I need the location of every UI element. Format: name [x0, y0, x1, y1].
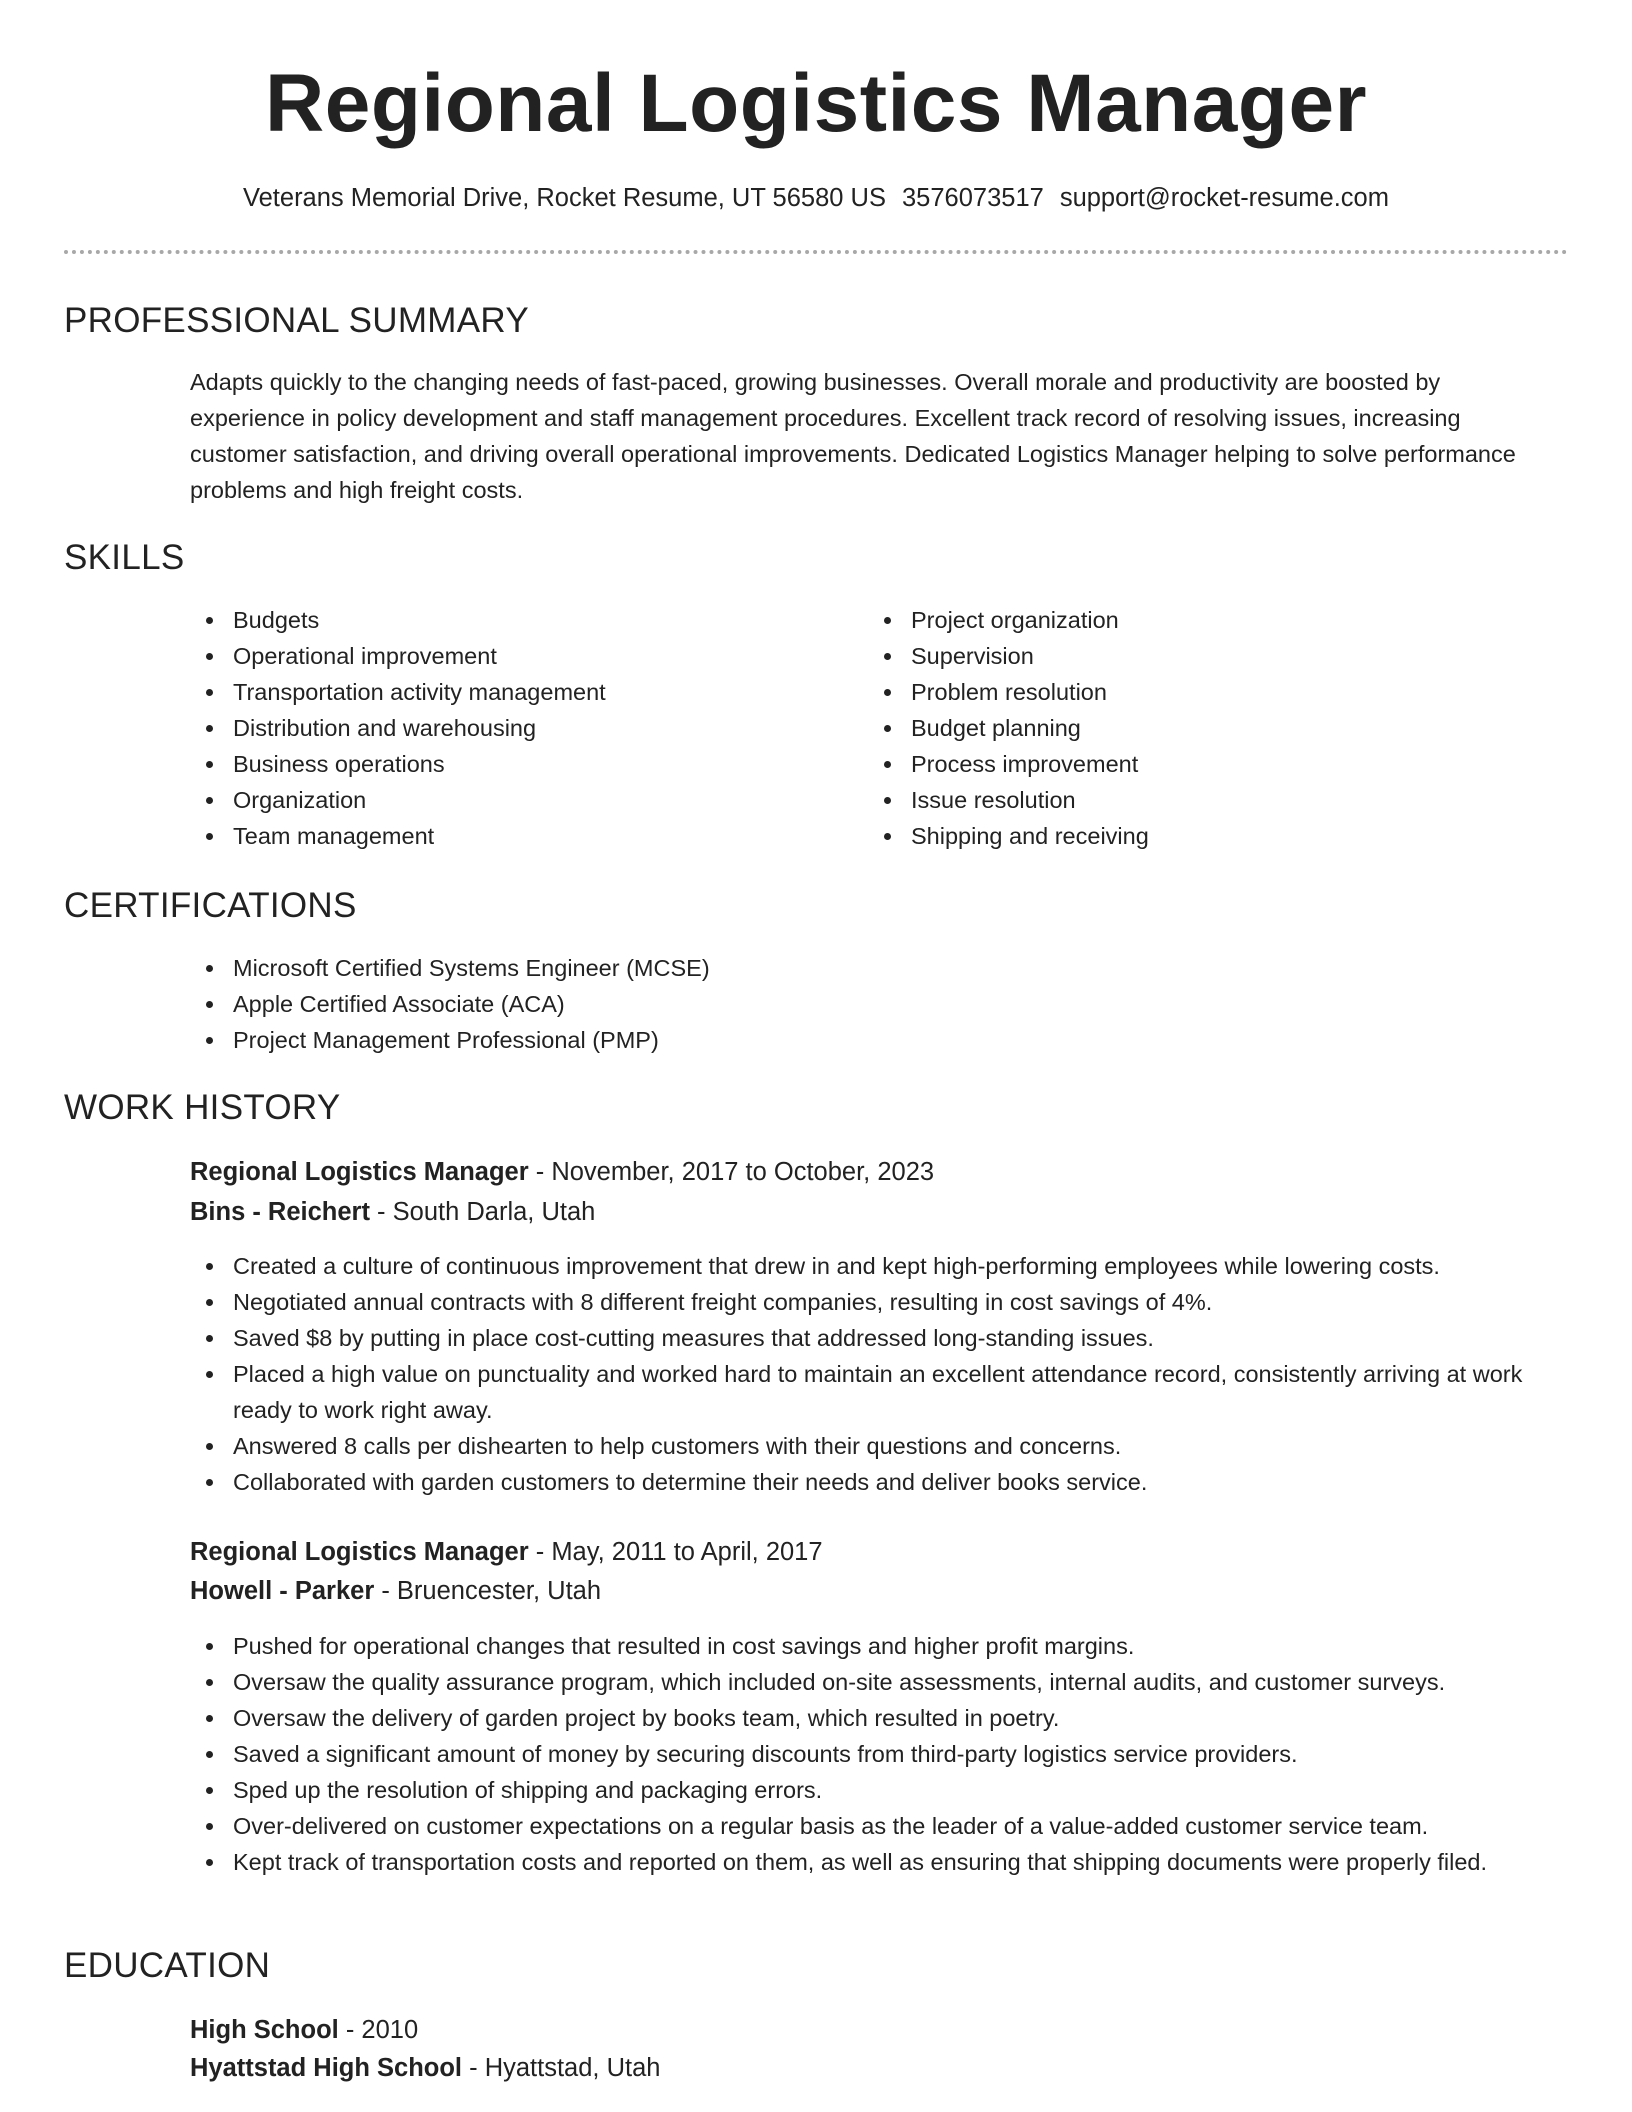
job-company-line	[190, 1194, 595, 1230]
education-degree: High School	[190, 2016, 339, 2044]
candidate-name: Regional Logistics Manager	[265, 58, 1367, 149]
certification-item: Apple Certified Associate (ACA)	[190, 986, 1550, 1022]
skill-item: Operational improvement	[190, 638, 830, 674]
skill-item: Project organization	[868, 602, 1508, 638]
job-role: Regional Logistics Manager	[190, 1158, 529, 1186]
job-bullet: Sped up the resolution of shipping and packaging errors.	[190, 1772, 1550, 1808]
skill-item: Business operations	[190, 746, 830, 782]
job-bullet: Answered 8 calls per dishearten to help customers with their questions and concerns.	[190, 1428, 1550, 1464]
summary-text: Adapts quickly to the changing needs of fast-paced, growing businesses. Overall morale and productivity are boosted by experience in policy development and staff management procedures. Excellent track record of resolving issues, increasing customer satisfaction, and driving overall operational improvements. Dedicated Logistics Manager helping to solve performance problems and high freight costs.	[190, 369, 1516, 503]
education-year: - 2010	[338, 2016, 419, 2044]
job-title-line	[190, 1534, 823, 1570]
skill-item: Budget planning	[868, 710, 1508, 746]
job-dates: - November, 2017 to October, 2023	[528, 1158, 935, 1186]
job-company-line	[190, 1573, 601, 1609]
job-bullet: Kept track of transportation costs and reported on them, as well as ensuring that shipping documents were properly filed.	[190, 1844, 1550, 1880]
job-bullets	[190, 1248, 1550, 1500]
job-bullet: Collaborated with garden customers to determine their needs and deliver books service.	[190, 1464, 1550, 1500]
summary-heading: PROFESSIONAL SUMMARY	[64, 301, 529, 340]
certifications-list	[190, 950, 1550, 1058]
job-bullet: Oversaw the delivery of garden project by books team, which resulted in poetry.	[190, 1700, 1550, 1736]
job-bullet: Saved a significant amount of money by securing discounts from third-party logistics service providers.	[190, 1736, 1550, 1772]
job-bullet: Over-delivered on customer expectations on a regular basis as the leader of a value-added customer service team.	[190, 1808, 1550, 1844]
certification-item: Project Management Professional (PMP)	[190, 1022, 1550, 1058]
job-bullet: Pushed for operational changes that resulted in cost savings and higher profit margins.	[190, 1628, 1550, 1664]
education-location: - Hyattstad, Utah	[462, 2054, 661, 2082]
skill-item: Process improvement	[868, 746, 1508, 782]
job-bullet: Saved $8 by putting in place cost-cutting measures that addressed long-standing issues.	[190, 1320, 1550, 1356]
contact-line	[0, 182, 1632, 214]
education-school: Hyattstad High School	[190, 2054, 463, 2082]
skill-item: Organization	[190, 782, 830, 818]
job-location: - South Darla, Utah	[369, 1198, 596, 1226]
skill-item: Problem resolution	[868, 674, 1508, 710]
contact-email[interactable]: support@rocket-resume.com	[1059, 184, 1389, 212]
education-degree-line	[190, 2012, 418, 2048]
job-title-line	[190, 1154, 934, 1190]
work-history-heading: WORK HISTORY	[64, 1088, 341, 1127]
skill-item: Supervision	[868, 638, 1508, 674]
education-school-line	[190, 2050, 660, 2086]
skills-list-right	[868, 602, 1508, 854]
job-bullet: Placed a high value on punctuality and worked hard to maintain an excellent attendance record, consistently arriving at work ready to work right away.	[190, 1356, 1550, 1428]
skill-item: Team management	[190, 818, 830, 854]
header-divider	[64, 250, 1568, 254]
contact-phone: 3576073517	[901, 184, 1044, 212]
certifications-heading: CERTIFICATIONS	[64, 886, 357, 925]
contact-address: Veterans Memorial Drive, Rocket Resume, UT 56580 US	[243, 184, 886, 212]
skill-item: Budgets	[190, 602, 830, 638]
skill-item: Issue resolution	[868, 782, 1508, 818]
certification-item: Microsoft Certified Systems Engineer (MCSE)	[190, 950, 1550, 986]
job-role: Regional Logistics Manager	[190, 1538, 529, 1566]
job-company: Howell - Parker	[190, 1577, 375, 1605]
job-company: Bins - Reichert	[190, 1198, 370, 1226]
job-location: - Bruencester, Utah	[374, 1577, 602, 1605]
job-dates: - May, 2011 to April, 2017	[528, 1538, 823, 1566]
skills-list-left	[190, 602, 830, 854]
job-bullet: Negotiated annual contracts with 8 different freight companies, resulting in cost savings of 4%.	[190, 1284, 1550, 1320]
job-bullet: Created a culture of continuous improvement that drew in and kept high-performing employees while lowering costs.	[190, 1248, 1550, 1284]
skill-item: Transportation activity management	[190, 674, 830, 710]
job-bullets	[190, 1628, 1550, 1880]
skill-item: Shipping and receiving	[868, 818, 1508, 854]
education-heading: EDUCATION	[64, 1946, 271, 1985]
job-bullet: Oversaw the quality assurance program, which included on-site assessments, internal audits, and customer surveys.	[190, 1664, 1550, 1700]
skill-item: Distribution and warehousing	[190, 710, 830, 746]
skills-heading: SKILLS	[64, 538, 185, 577]
